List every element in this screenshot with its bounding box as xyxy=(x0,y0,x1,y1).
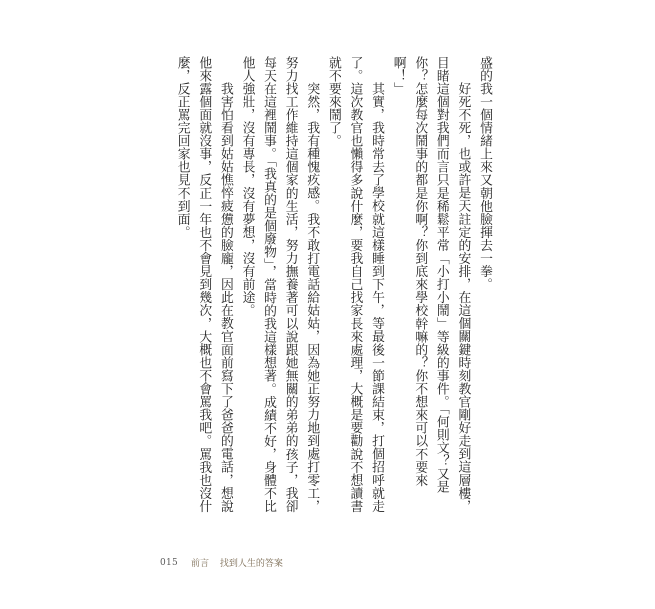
page-number: 015 xyxy=(160,557,179,568)
page-footer xyxy=(160,556,283,569)
footer-chapter-title: 找到人生的答案 xyxy=(219,559,283,569)
paragraph-5: 我害怕看到姑姑憔悴疲憊的臉龐，因此在教官面前寫下了爸爸的電話，想說他來露個面就沒事，反正一年也不會見到幾次，大概也不會罵我吧。罵我也沒什麼，反正罵完回家也見不到面。 xyxy=(174,56,233,513)
paragraph-4: 突然，我有種愧疚感。我不敢打電話給姑姑，因為她正努力地到處打零工，努力找工作維持這個家的生活，努力撫養著可以說跟她無關的弟弟的孩子，我卻每天在這裡鬧事。「我真的是個廢物」，當時的我這樣想著。成績不好，身體不比他人強壯，沒有專長，沒有夢想，沒有前途。 xyxy=(239,56,320,513)
footer-section-label: 前言 xyxy=(190,559,209,569)
paragraph-1: 盛的我一個情緒上來又朝他臉揮去一拳。 xyxy=(477,56,492,291)
vertical-text-block xyxy=(170,56,495,516)
paragraph-3: 其實，我時常去了學校就這樣睡到下午，等最後一節課結束，打個招呼就走了。這次教官也懶得多說什麼，要我自己找家長來處理，大概是要勸說不想讀書就不要來鬧了。 xyxy=(325,56,385,513)
paragraph-2: 好死不死，也或許是天註定的安排，在這個關鍵時刻教官剛好走到這層樓，目睹這個對我們而言只是稀鬆平常「小打小鬧」等級的事件。「何則文？又是你？怎麼每次鬧事的都是你啊？你到底來學校幹嘛的？你不想來可以不要來啊！」 xyxy=(390,56,471,513)
